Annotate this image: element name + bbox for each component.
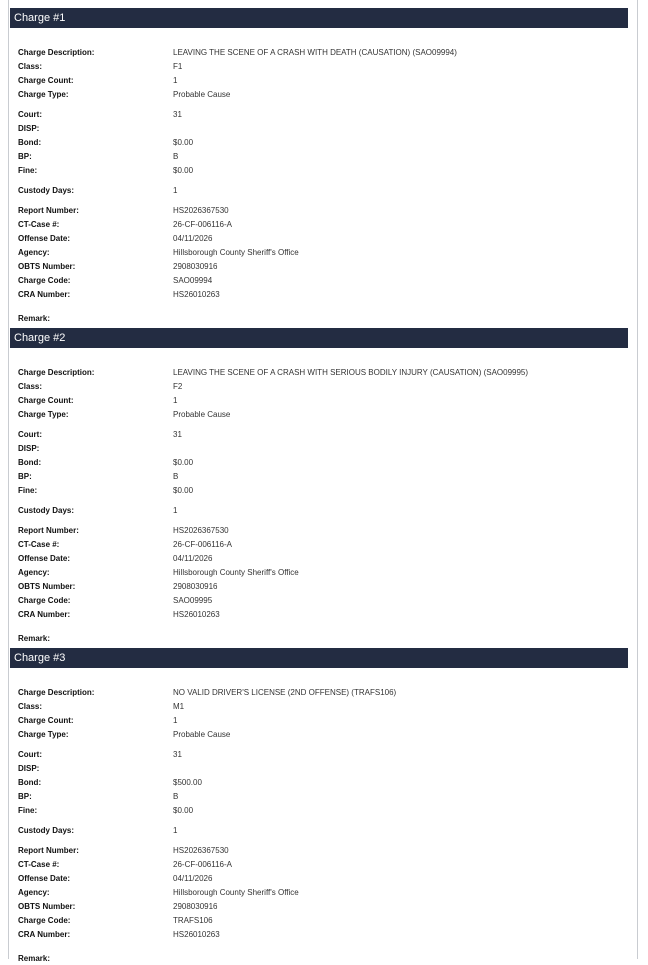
agency-label: Agency: bbox=[18, 248, 50, 257]
cra-number-value: HS26010263 bbox=[173, 610, 220, 619]
obts-number-label: OBTS Number: bbox=[18, 582, 76, 591]
obts-number-label: OBTS Number: bbox=[18, 902, 76, 911]
charge-count-value: 1 bbox=[173, 76, 178, 85]
charge-description-label: Charge Description: bbox=[18, 368, 95, 377]
class-label: Class: bbox=[18, 702, 43, 711]
charge-code-value: TRAFS106 bbox=[173, 916, 213, 925]
charge-code-label: Charge Code: bbox=[18, 916, 71, 925]
report-number-label: Report Number: bbox=[18, 526, 79, 535]
bp-value: B bbox=[173, 792, 179, 801]
bp-label: BP: bbox=[18, 792, 32, 801]
bp-label: BP: bbox=[18, 472, 32, 481]
report-number-value: HS2026367530 bbox=[173, 526, 229, 535]
offense-date-label: Offense Date: bbox=[18, 554, 71, 563]
custody-days-label: Custody Days: bbox=[18, 826, 75, 835]
charge-type-label: Charge Type: bbox=[18, 90, 69, 99]
class-value: F1 bbox=[173, 62, 183, 71]
ct-case-number-label: CT-Case #: bbox=[18, 860, 60, 869]
charge-header: Charge #1 bbox=[10, 8, 628, 28]
charge-block bbox=[10, 8, 628, 323]
ct-case-number-value: 26-CF-006116-A bbox=[173, 540, 232, 549]
fine-value: $0.00 bbox=[173, 486, 194, 495]
bond-value: $0.00 bbox=[173, 138, 194, 147]
charge-block bbox=[10, 648, 628, 963]
agency-value: Hillsborough County Sheriff's Office bbox=[173, 248, 299, 257]
fine-label: Fine: bbox=[18, 166, 38, 175]
court-label: Court: bbox=[18, 750, 42, 759]
report-number-value: HS2026367530 bbox=[173, 206, 229, 215]
charge-type-label: Charge Type: bbox=[18, 410, 69, 419]
bond-value: $0.00 bbox=[173, 458, 194, 467]
remark-label: Remark: bbox=[18, 634, 51, 643]
cra-number-value: HS26010263 bbox=[173, 290, 220, 299]
class-label: Class: bbox=[18, 62, 43, 71]
class-label: Class: bbox=[18, 382, 43, 391]
charge-count-label: Charge Count: bbox=[18, 76, 74, 85]
charge-code-value: SAO09994 bbox=[173, 276, 213, 285]
class-value: M1 bbox=[173, 702, 185, 711]
charge-type-value: Probable Cause bbox=[173, 730, 231, 739]
charge-code-label: Charge Code: bbox=[18, 276, 71, 285]
charge-type-label: Charge Type: bbox=[18, 730, 69, 739]
fine-value: $0.00 bbox=[173, 806, 194, 815]
class-value: F2 bbox=[173, 382, 183, 391]
charges-panel bbox=[8, 0, 638, 959]
custody-days-value: 1 bbox=[173, 186, 178, 195]
charge-description-value: NO VALID DRIVER'S LICENSE (2ND OFFENSE) (TRAFS106) bbox=[173, 688, 397, 697]
charge-code-value: SAO09995 bbox=[173, 596, 213, 605]
cra-number-label: CRA Number: bbox=[18, 610, 71, 619]
offense-date-value: 04/11/2026 bbox=[173, 874, 213, 883]
charge-description-label: Charge Description: bbox=[18, 688, 95, 697]
custody-days-value: 1 bbox=[173, 826, 178, 835]
agency-value: Hillsborough County Sheriff's Office bbox=[173, 568, 299, 577]
report-number-value: HS2026367530 bbox=[173, 846, 229, 855]
charge-description-label: Charge Description: bbox=[18, 48, 95, 57]
bp-label: BP: bbox=[18, 152, 32, 161]
bp-value: B bbox=[173, 152, 179, 161]
offense-date-label: Offense Date: bbox=[18, 234, 71, 243]
disp-label: DISP: bbox=[18, 444, 40, 453]
court-label: Court: bbox=[18, 430, 42, 439]
custody-days-label: Custody Days: bbox=[18, 506, 75, 515]
offense-date-value: 04/11/2026 bbox=[173, 234, 213, 243]
agency-label: Agency: bbox=[18, 568, 50, 577]
bp-value: B bbox=[173, 472, 179, 481]
charge-count-label: Charge Count: bbox=[18, 396, 74, 405]
charge-count-label: Charge Count: bbox=[18, 716, 74, 725]
charge-header: Charge #3 bbox=[10, 648, 628, 668]
ct-case-number-label: CT-Case #: bbox=[18, 220, 60, 229]
charge-type-value: Probable Cause bbox=[173, 410, 231, 419]
obts-number-label: OBTS Number: bbox=[18, 262, 76, 271]
fine-value: $0.00 bbox=[173, 166, 194, 175]
cra-number-value: HS26010263 bbox=[173, 930, 220, 939]
bond-value: $500.00 bbox=[173, 778, 202, 787]
obts-number-value: 2908030916 bbox=[173, 262, 218, 271]
agency-value: Hillsborough County Sheriff's Office bbox=[173, 888, 299, 897]
charge-description-value: LEAVING THE SCENE OF A CRASH WITH SERIOUS BODILY INJURY (CAUSATION) (SAO09995) bbox=[173, 368, 529, 377]
charge-count-value: 1 bbox=[173, 716, 178, 725]
custody-days-label: Custody Days: bbox=[18, 186, 75, 195]
charge-count-value: 1 bbox=[173, 396, 178, 405]
disp-label: DISP: bbox=[18, 764, 40, 773]
ct-case-number-label: CT-Case #: bbox=[18, 540, 60, 549]
report-number-label: Report Number: bbox=[18, 206, 79, 215]
court-value: 31 bbox=[173, 750, 182, 759]
report-number-label: Report Number: bbox=[18, 846, 79, 855]
ct-case-number-value: 26-CF-006116-A bbox=[173, 860, 232, 869]
remark-label: Remark: bbox=[18, 314, 51, 323]
fine-label: Fine: bbox=[18, 486, 38, 495]
obts-number-value: 2908030916 bbox=[173, 902, 218, 911]
ct-case-number-value: 26-CF-006116-A bbox=[173, 220, 232, 229]
disp-label: DISP: bbox=[18, 124, 40, 133]
charge-code-label: Charge Code: bbox=[18, 596, 71, 605]
charge-type-value: Probable Cause bbox=[173, 90, 231, 99]
court-label: Court: bbox=[18, 110, 42, 119]
bond-label: Bond: bbox=[18, 458, 42, 467]
charge-header: Charge #2 bbox=[10, 328, 628, 348]
offense-date-value: 04/11/2026 bbox=[173, 554, 213, 563]
cra-number-label: CRA Number: bbox=[18, 290, 71, 299]
remark-label: Remark: bbox=[18, 954, 51, 963]
bond-label: Bond: bbox=[18, 138, 42, 147]
charge-description-value: LEAVING THE SCENE OF A CRASH WITH DEATH (CAUSATION) (SAO09994) bbox=[173, 48, 457, 57]
custody-days-value: 1 bbox=[173, 506, 178, 515]
agency-label: Agency: bbox=[18, 888, 50, 897]
fine-label: Fine: bbox=[18, 806, 38, 815]
charge-block bbox=[10, 328, 628, 643]
offense-date-label: Offense Date: bbox=[18, 874, 71, 883]
court-value: 31 bbox=[173, 430, 182, 439]
cra-number-label: CRA Number: bbox=[18, 930, 71, 939]
bond-label: Bond: bbox=[18, 778, 42, 787]
obts-number-value: 2908030916 bbox=[173, 582, 218, 591]
court-value: 31 bbox=[173, 110, 182, 119]
